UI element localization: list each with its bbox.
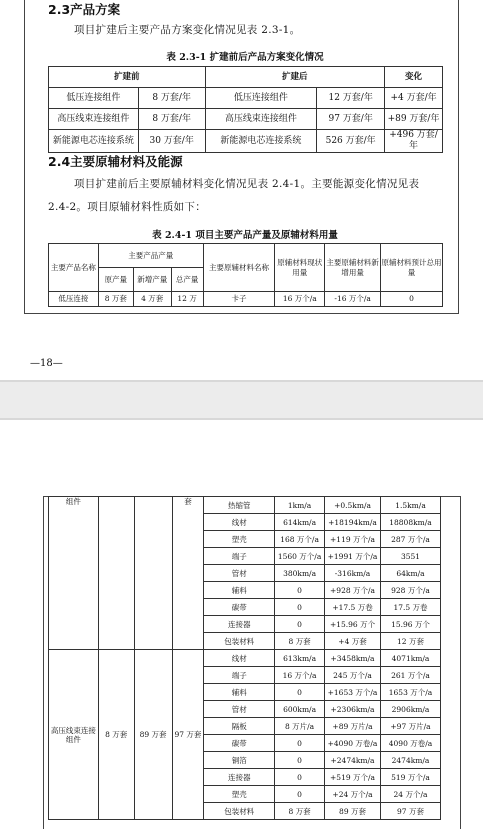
table-2-3-1 bbox=[48, 66, 443, 153]
table-cell: 24 万个/a bbox=[381, 786, 441, 803]
page-left-border bbox=[24, 0, 25, 314]
table-cell: 3551 bbox=[381, 548, 441, 565]
table-cell: 2474km/a bbox=[381, 752, 441, 769]
table-cell: -16 万个/a bbox=[325, 292, 381, 307]
page-bottom-border bbox=[24, 313, 459, 314]
new-output-cell bbox=[134, 497, 172, 650]
table-cell: +89 万片/a bbox=[325, 718, 381, 735]
table-cell: +928 万个/a bbox=[325, 582, 381, 599]
table-cell: 8 万套/年 bbox=[138, 88, 205, 109]
table-cell: +18194km/a bbox=[325, 514, 381, 531]
table-cell: 380km/a bbox=[275, 565, 325, 582]
table-cell: 铜箔 bbox=[204, 752, 275, 769]
table-cell: 端子 bbox=[204, 548, 275, 565]
table-cell: +1991 万个/a bbox=[325, 548, 381, 565]
table-cell: 1.5km/a bbox=[381, 497, 441, 514]
table-cell: 辅料 bbox=[204, 684, 275, 701]
table-cell: 526 万套/年 bbox=[317, 130, 385, 153]
table-cell: 64km/a bbox=[381, 565, 441, 582]
section-heading-2-4: 2.4主要原辅材料及能源 bbox=[48, 154, 183, 169]
table-cell: 新能源电芯连接系统 bbox=[205, 130, 317, 153]
page-right-border bbox=[460, 496, 461, 829]
table-2-4-1-caption: 表 2.4-1 项目主要产品产量及原辅材料用量 bbox=[152, 230, 338, 241]
table-cell: 端子 bbox=[204, 667, 275, 684]
total-output-cell: 套 bbox=[172, 497, 204, 650]
header-orig-output: 原产量 bbox=[98, 268, 133, 292]
table-cell: +17.5 万卷 bbox=[325, 599, 381, 616]
new-output-cell: 89 万套 bbox=[134, 650, 172, 820]
document-page-18 bbox=[0, 0, 483, 380]
header-material-name: 主要原辅材料名称 bbox=[203, 244, 275, 292]
section-2-4-paragraph-line1: 项目扩建前后主要原辅材料变化情况见表 2.4-1。主要能源变化情况见表 bbox=[74, 178, 420, 190]
table-cell: 519 万个/a bbox=[381, 769, 441, 786]
table-cell: 8 万套/年 bbox=[138, 109, 205, 130]
page-number: —18— bbox=[30, 358, 63, 369]
section-2-4-paragraph-line2: 2.4-2。项目原辅材料性质如下： bbox=[48, 201, 207, 213]
table-cell: +119 万个/a bbox=[325, 531, 381, 548]
table-cell: 12 万套 bbox=[381, 633, 441, 650]
table-cell: -316km/a bbox=[325, 565, 381, 582]
table-cell: 包装材料 bbox=[204, 803, 275, 820]
orig-output-cell bbox=[98, 497, 134, 650]
table-cell: 261 万个/a bbox=[381, 667, 441, 684]
table-cell: 0 bbox=[275, 582, 325, 599]
table-cell: +4090 万卷/a bbox=[325, 735, 381, 752]
table-cell: 0 bbox=[275, 735, 325, 752]
section-heading-2-3: 2.3产品方案 bbox=[48, 2, 121, 17]
page-left-border bbox=[43, 496, 44, 829]
orig-output-cell: 8 万套 bbox=[98, 650, 134, 820]
table-cell: 614km/a bbox=[275, 514, 325, 531]
table-cell: 2906km/a bbox=[381, 701, 441, 718]
table-cell: 碳带 bbox=[204, 599, 275, 616]
table-cell: 低压连接 bbox=[49, 292, 99, 307]
table-cell: 0 bbox=[275, 684, 325, 701]
table-cell: 8 万片/a bbox=[275, 718, 325, 735]
table-cell: +2306km/a bbox=[325, 701, 381, 718]
table-cell: 287 万个/a bbox=[381, 531, 441, 548]
table-cell: 245 万个/a bbox=[325, 667, 381, 684]
table-cell: 4 万套 bbox=[133, 292, 171, 307]
header-total-output: 总产量 bbox=[171, 268, 203, 292]
table-2-4-1 bbox=[48, 243, 443, 307]
table-cell: 15.96 万个 bbox=[381, 616, 441, 633]
table-cell: 928 万个/a bbox=[381, 582, 441, 599]
header-output-group: 主要产品产量 bbox=[98, 244, 203, 268]
table-cell: 塑壳 bbox=[204, 786, 275, 803]
table-cell: +24 万个/a bbox=[325, 786, 381, 803]
table-cell: 辅料 bbox=[204, 582, 275, 599]
table-cell: 线材 bbox=[204, 514, 275, 531]
table-cell: 连接器 bbox=[204, 616, 275, 633]
table-cell: 0 bbox=[275, 599, 325, 616]
table-cell: 热缩管 bbox=[204, 497, 275, 514]
table-cell: +4 万套 bbox=[325, 633, 381, 650]
table-cell: 89 万套 bbox=[325, 803, 381, 820]
table-cell: 新能源电芯连接系统 bbox=[49, 130, 139, 153]
table-cell: 碳带 bbox=[204, 735, 275, 752]
table-cell: 168 万个/a bbox=[275, 531, 325, 548]
table-cell: 隔板 bbox=[204, 718, 275, 735]
page-separator bbox=[0, 380, 483, 420]
table-cell: 8 万套 bbox=[275, 633, 325, 650]
table-cell: 1560 万个/a bbox=[275, 548, 325, 565]
table-cell: 卡子 bbox=[203, 292, 275, 307]
table-cell: +496 万套/年 bbox=[385, 130, 443, 153]
table-cell: 600km/a bbox=[275, 701, 325, 718]
table-cell: 97 万套 bbox=[381, 803, 441, 820]
table-cell: 8 万套 bbox=[275, 803, 325, 820]
table-cell: 高压线束连接组件 bbox=[49, 109, 139, 130]
table-cell: 线材 bbox=[204, 650, 275, 667]
total-output-cell: 97 万套 bbox=[172, 650, 204, 820]
table-cell: 16 万个/a bbox=[275, 667, 325, 684]
table-cell: 0 bbox=[275, 786, 325, 803]
table-cell: +89 万套/年 bbox=[385, 109, 443, 130]
page-right-border bbox=[458, 0, 459, 314]
table-cell: 连接器 bbox=[204, 769, 275, 786]
table-cell: +3458km/a bbox=[325, 650, 381, 667]
table-cell: +97 万片/a bbox=[381, 718, 441, 735]
table-cell: 塑壳 bbox=[204, 531, 275, 548]
table-cell: 30 万套/年 bbox=[138, 130, 205, 153]
table-cell: 12 万 bbox=[171, 292, 203, 307]
table-cell: 12 万套/年 bbox=[317, 88, 385, 109]
document-page-19 bbox=[0, 420, 483, 829]
table-cell: 包装材料 bbox=[204, 633, 275, 650]
header-change: 变化 bbox=[385, 67, 443, 88]
product-name-cell: 高压线束连接组件 bbox=[49, 650, 99, 820]
table-cell: +2474km/a bbox=[325, 752, 381, 769]
table-cell: +1653 万个/a bbox=[325, 684, 381, 701]
table-cell: 低压连接组件 bbox=[205, 88, 317, 109]
table-cell: 1km/a bbox=[275, 497, 325, 514]
header-after: 扩建后 bbox=[205, 67, 385, 88]
header-material-total: 原辅材料预计总用量 bbox=[381, 244, 443, 292]
table-cell: 97 万套/年 bbox=[317, 109, 385, 130]
table-cell: 高压线束连接组件 bbox=[205, 109, 317, 130]
table-cell: 低压连接组件 bbox=[49, 88, 139, 109]
table-cell: +519 万个/a bbox=[325, 769, 381, 786]
table-cell: 0 bbox=[275, 752, 325, 769]
header-before: 扩建前 bbox=[49, 67, 206, 88]
table-2-4-1-continued bbox=[48, 496, 441, 820]
table-cell: +0.5km/a bbox=[325, 497, 381, 514]
product-name-cell: 组件 bbox=[49, 497, 99, 650]
header-material-added: 主要原辅材料新增用量 bbox=[325, 244, 381, 292]
table-cell: +4 万套/年 bbox=[385, 88, 443, 109]
table-cell: 0 bbox=[275, 616, 325, 633]
table-cell: 17.5 万卷 bbox=[381, 599, 441, 616]
header-material-current: 原辅材料现状用量 bbox=[275, 244, 325, 292]
header-product-name: 主要产品名称 bbox=[49, 244, 99, 292]
section-2-3-paragraph: 项目扩建后主要产品方案变化情况见表 2.3-1。 bbox=[74, 24, 301, 36]
table-cell: 613km/a bbox=[275, 650, 325, 667]
table-cell: 1653 万个/a bbox=[381, 684, 441, 701]
table-cell: +15.96 万个 bbox=[325, 616, 381, 633]
table-cell: 4090 万卷/a bbox=[381, 735, 441, 752]
table-cell: 管材 bbox=[204, 701, 275, 718]
header-new-output: 新增产量 bbox=[133, 268, 171, 292]
table-cell: 0 bbox=[381, 292, 443, 307]
table-cell: 18808km/a bbox=[381, 514, 441, 531]
table-cell: 16 万个/a bbox=[275, 292, 325, 307]
table-cell: 0 bbox=[275, 769, 325, 786]
table-cell: 8 万套 bbox=[98, 292, 133, 307]
table-cell: 管材 bbox=[204, 565, 275, 582]
table-2-3-1-caption: 表 2.3-1 扩建前后产品方案变化情况 bbox=[166, 52, 324, 63]
table-cell: 4071km/a bbox=[381, 650, 441, 667]
